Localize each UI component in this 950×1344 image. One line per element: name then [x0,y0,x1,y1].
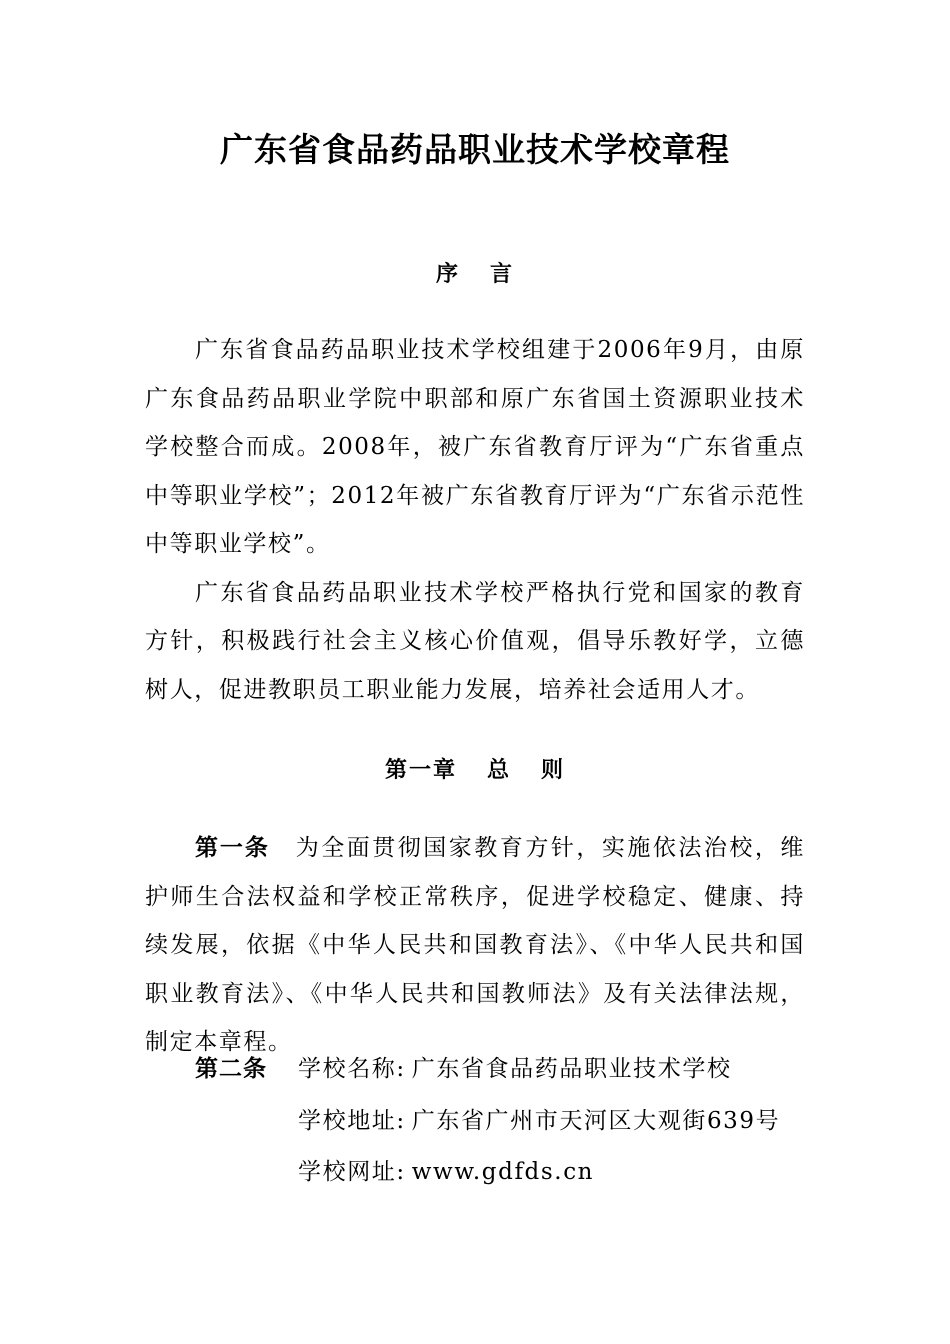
article1-label: 第一条 [195,835,270,861]
chapter1-title-part-1: 总 [486,758,511,783]
preface-heading [0,259,950,291]
school-address-value: 广东省广州市天河区大观街639号 [411,1107,781,1134]
preface-heading-part-2: 言 [490,262,515,287]
school-website-label: 学校网址: [298,1159,406,1185]
chapter1-heading [0,755,950,787]
chapter1-title-part-2: 则 [541,758,566,783]
chapter1-number: 第一章 [384,758,457,783]
article2-label: 第二条 [195,1056,267,1082]
article1 [145,824,805,1067]
article2-row-name [195,1044,815,1096]
school-name-value: 广东省食品药品职业技术学校 [411,1056,732,1082]
article1-paragraph [145,824,805,1067]
document-title: 广东省食品药品职业技术学校章程 [220,130,730,169]
preface-body [145,326,805,714]
school-address-label: 学校地址: [298,1107,406,1134]
article2 [195,1044,815,1199]
article1-text: 为全面贯彻国家教育方针，实施依法治校，维护师生合法权益和学校正常秩序，促进学校稳定、健康、持续发展，依据《中华人民共和国教育法》、《中华人民共和国职业教育法》、《中华人民共和国教师法》及有关法律法规，制定本章程。 [145,835,806,1055]
preface-paragraph-2: 广东省食品药品职业技术学校严格执行党和国家的教育方针，积极践行社会主义核心价值观，倡导乐教好学，立德树人，促进教职员工职业能力发展，培养社会适用人才。 [145,579,805,703]
article2-row-website [195,1147,815,1199]
school-website-value: www.gdfds.cn [411,1159,595,1185]
article2-row-address [195,1096,815,1148]
preface-paragraph-1: 广东省食品药品职业技术学校组建于2006年9月，由原广东食品药品职业学院中职部和原广东省国土资源职业技术学校整合而成。2008年，被广东省教育厅评为“广东省重点中等职业学校”；2012年被广东省教育厅评为“广东省示范性中等职业学校”。 [145,337,805,557]
preface-heading-part-1: 序 [435,262,460,287]
school-name-label: 学校名称: [298,1056,406,1082]
